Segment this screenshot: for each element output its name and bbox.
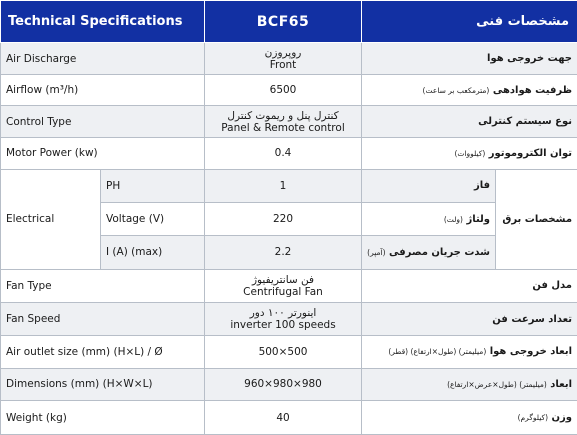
- air-outlet-size-label: Air outlet size (mm) (H×L) / Ø: [1, 335, 205, 368]
- motor-power-value: 0.4: [205, 138, 362, 170]
- air-outlet-size-value: 500×500: [205, 335, 362, 368]
- fan-type-value-persian: فن سانتریفیوژ: [251, 273, 315, 286]
- control-type-value-english: Panel & Remote control: [221, 121, 345, 134]
- row-control-type: [1, 106, 577, 138]
- voltage-persian-unit: (ولت): [443, 214, 463, 224]
- air-discharge-persian-text: جهت خروجی هوا: [487, 53, 573, 65]
- fan-type-persian-label: [362, 269, 577, 303]
- header-model-name: BCF65: [205, 1, 362, 43]
- fan-speed-value-persian: اینورتر ۱۰۰ دور: [249, 307, 317, 320]
- air-discharge-value-english: Front: [269, 58, 297, 71]
- row-air-discharge: [1, 43, 577, 75]
- dimensions-label: Dimensions (mm) (H×W×L): [1, 368, 205, 401]
- fan-speed-persian-text: تعداد سرعت فن: [492, 313, 573, 325]
- dimensions-value: 960×980×980: [205, 368, 362, 401]
- current-persian-label: [362, 235, 496, 269]
- row-air-outlet-size: [1, 335, 577, 368]
- motor-power-persian-unit: (کیلووات): [454, 148, 486, 158]
- ph-persian-text: فاز: [473, 180, 491, 192]
- motor-power-label: Motor Power (kw): [1, 138, 205, 170]
- control-type-persian-text: نوع سیستم کنترلی: [478, 116, 573, 128]
- row-motor-power: [1, 138, 577, 170]
- current-label: I (A) (max): [101, 235, 205, 269]
- dimensions-persian-label: [362, 368, 577, 401]
- header-english-title: Technical Specifications: [1, 1, 205, 43]
- fan-type-persian-text: مدل فن: [532, 280, 573, 292]
- voltage-persian-text: ولتاژ: [466, 213, 491, 225]
- weight-persian-unit: (کیلوگرم): [517, 413, 549, 423]
- air-discharge-value-persian: روپروزن: [264, 46, 302, 59]
- current-persian-text: شدت جریان مصرفی: [388, 246, 491, 258]
- row-fan-type: [1, 269, 577, 303]
- voltage-label: Voltage (V): [101, 203, 205, 236]
- dimensions-persian-unit: (میلیمتر) (طول×عرض×ارتفاع): [447, 379, 547, 389]
- control-type-persian-label: [362, 106, 577, 138]
- fan-speed-label: Fan Speed: [1, 303, 205, 336]
- current-persian-unit: (آمپر): [367, 247, 386, 257]
- voltage-persian-label: [362, 203, 496, 236]
- electrical-persian-label: مشخصات برق: [496, 169, 577, 269]
- row-electrical-ph: [1, 169, 577, 203]
- dimensions-persian-text: ابعاد: [550, 378, 573, 390]
- fan-type-value-english: Centrifugal Fan: [243, 285, 323, 298]
- weight-value: 40: [205, 401, 362, 435]
- current-value: 2.2: [205, 235, 362, 269]
- ph-value: 1: [205, 169, 362, 203]
- fan-type-value: [205, 269, 362, 303]
- air-outlet-size-persian-unit: (میلیمتر) (طول×ارتفاع) (قطر): [388, 347, 487, 357]
- airflow-persian-unit: (مترمکعب بر ساعت): [422, 85, 490, 95]
- row-dimensions: [1, 368, 577, 401]
- air-discharge-label: Air Discharge: [1, 43, 205, 75]
- fan-speed-value: [205, 303, 362, 336]
- airflow-value: 6500: [205, 74, 362, 106]
- header-row: [1, 1, 577, 43]
- air-outlet-size-persian-label: [362, 335, 577, 368]
- fan-speed-persian-label: [362, 303, 577, 336]
- weight-persian-label: [362, 401, 577, 435]
- header-persian-title: مشخصات فنی: [362, 1, 577, 43]
- ph-label: PH: [101, 169, 205, 203]
- airflow-persian-label: [362, 74, 577, 106]
- motor-power-persian-label: [362, 138, 577, 170]
- row-airflow: [1, 74, 577, 106]
- airflow-label: Airflow (m³/h): [1, 74, 205, 106]
- air-discharge-persian-label: [362, 43, 577, 75]
- electrical-label: Electrical: [1, 169, 101, 269]
- airflow-persian-text: ظرفیت هوادهی: [492, 84, 573, 96]
- weight-persian-text: وزن: [551, 412, 573, 424]
- control-type-value-persian: کنترل پنل و ریموت کنترل: [227, 109, 339, 122]
- fan-speed-value-english: inverter 100 speeds: [230, 319, 336, 332]
- weight-label: Weight (kg): [1, 401, 205, 435]
- row-weight: [1, 401, 577, 435]
- control-type-label: Control Type: [1, 106, 205, 138]
- motor-power-persian-text: توان الکتروموتور: [488, 147, 573, 159]
- control-type-value: [205, 106, 362, 138]
- ph-persian-label: [362, 169, 496, 203]
- fan-type-label: Fan Type: [1, 269, 205, 303]
- voltage-value: 220: [205, 203, 362, 236]
- row-fan-speed: [1, 303, 577, 336]
- air-outlet-size-persian-text: ابعاد خروجی هوا: [489, 346, 573, 358]
- air-discharge-value: [205, 43, 362, 75]
